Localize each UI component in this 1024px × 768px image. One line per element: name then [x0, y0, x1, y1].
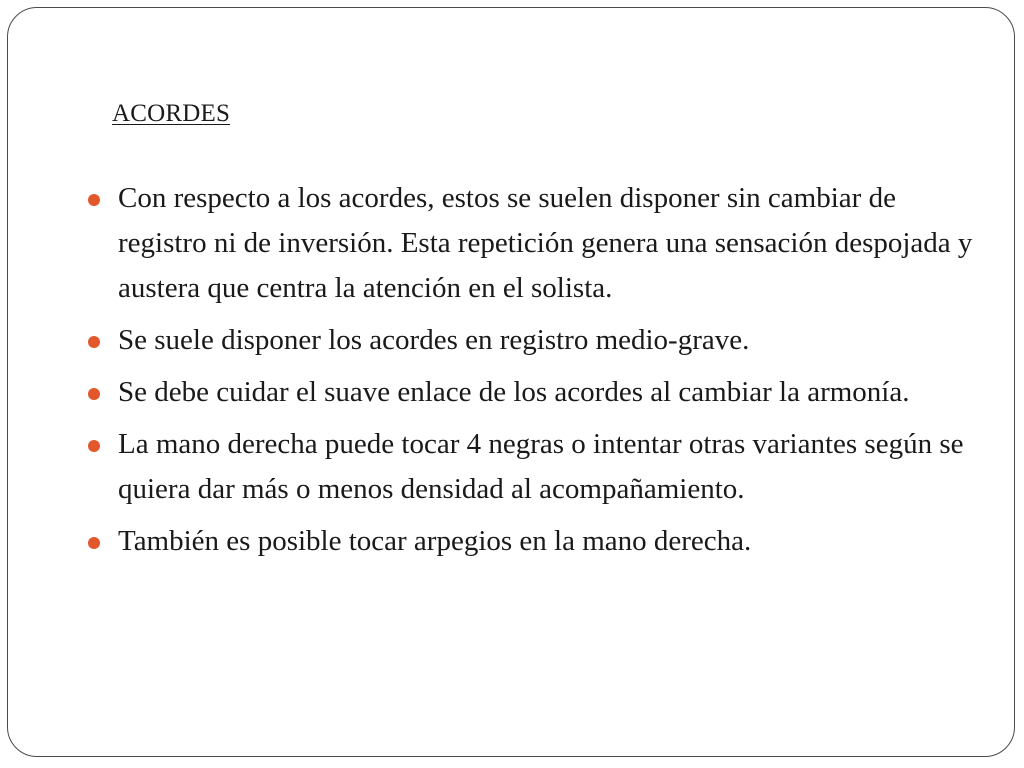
bullet-item [88, 370, 988, 415]
bullet-item [88, 318, 988, 363]
bullet-text: La mano derecha puede tocar 4 negras o intentar otras variantes según se quiera dar más o menos densidad al acompañamiento. [118, 428, 964, 505]
bullet-text: Se suele disponer los acordes en registro medio-grave. [118, 324, 750, 356]
bullet-dot-icon [88, 388, 100, 400]
bullet-text: Se debe cuidar el suave enlace de los acordes al cambiar la armonía. [118, 376, 910, 408]
bullet-item [88, 176, 988, 311]
bullet-item [88, 422, 988, 512]
bullet-text: También es posible tocar arpegios en la mano derecha. [118, 525, 752, 557]
bullet-dot-icon [88, 440, 100, 452]
bullet-dot-icon [88, 537, 100, 549]
slide-frame [7, 7, 1015, 757]
bullet-list [88, 176, 988, 571]
bullet-text: Con respecto a los acordes, estos se suelen disponer sin cambiar de registro ni de inversión. Esta repetición genera una sensación despojada y austera que centra la atención en el solista. [118, 182, 973, 304]
bullet-dot-icon [88, 194, 100, 206]
bullet-dot-icon [88, 336, 100, 348]
bullet-item [88, 519, 988, 564]
slide-title: ACORDES [112, 100, 231, 127]
